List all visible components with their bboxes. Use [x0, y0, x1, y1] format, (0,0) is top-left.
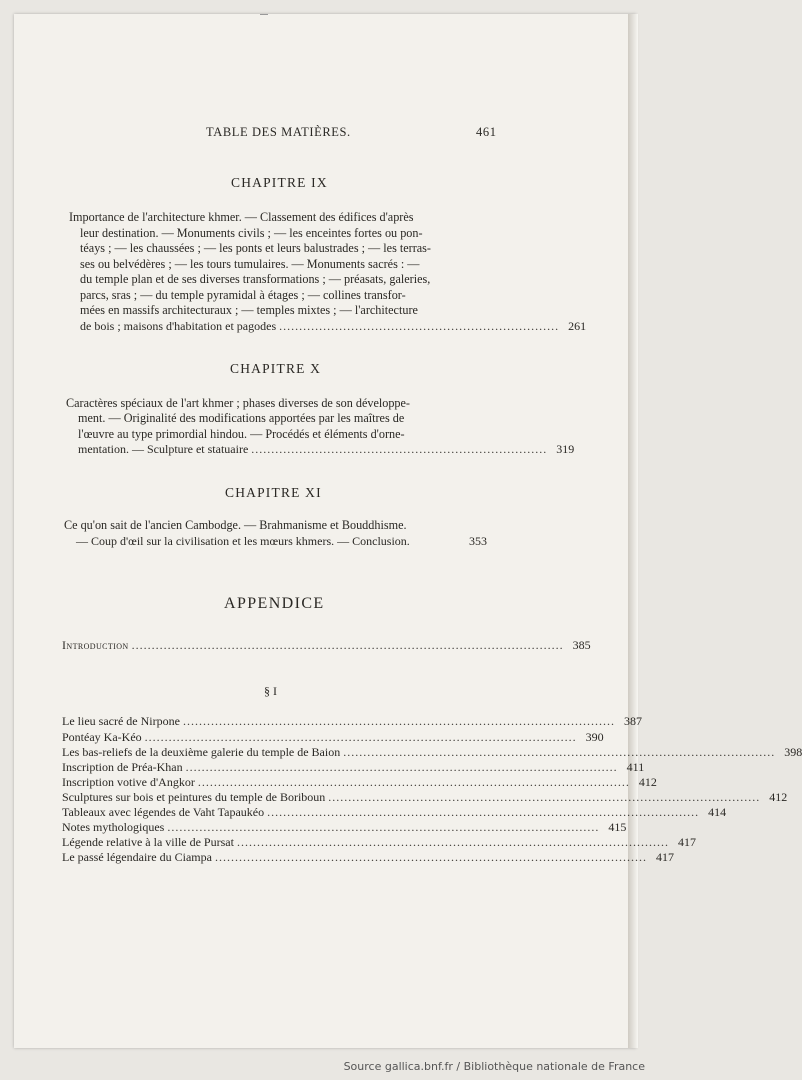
chapter-ix-line: leur destination. — Monuments civils ; — les enceintes fortes ou pon- — [80, 226, 423, 240]
introduction-page: 385 — [572, 638, 591, 652]
chapter-x-line: Caractères spéciaux de l'art khmer ; phases diverses de son développe- — [66, 396, 410, 410]
chapter-ix-final-line: de bois ; maisons d'habitation et pagodes ...................................................................... 261 — [80, 319, 587, 333]
appendix-entry: Tableaux avec légendes de Vaht Tapaukéo ............................................................................................................ 414 — [62, 805, 727, 819]
appendix-entry: Le lieu sacré de Nirpone ............................................................................................................ 387 — [62, 714, 642, 728]
appendix-entry: Le passé légendaire du Ciampa ............................................................................................................ 417 — [62, 850, 674, 864]
appendix-entry: Inscription votive d'Angkor ............................................................................................................ 412 — [62, 775, 657, 789]
chapter-x-title: CHAPITRE X — [230, 361, 322, 376]
appendix-entry: Inscription de Préa-Khan ............................................................................................................ 411 — [62, 760, 645, 774]
chapter-x-final-line: mentation. — Sculpture et statuaire .......................................................................... 319 — [78, 442, 575, 456]
chapter-ix-line: parcs, sras ; — du temple pyramidal à étages ; — collines transfor- — [80, 288, 406, 302]
chapter-ix-line: Importance de l'architecture khmer. — Classement des édifices d'après — [69, 210, 414, 224]
chapter-xi-final-line: — Coup d'œil sur la civilisation et les mœurs khmers. — Conclusion. 353 — [76, 534, 487, 548]
chapter-xi-title: CHAPITRE XI — [225, 485, 322, 500]
chapter-ix-page: 261 — [568, 319, 587, 333]
running-header-page: 461 — [476, 125, 497, 139]
appendix-entry: Les bas-reliefs de la deuxième galerie du temple de Baion ............................................................................................................ 398 — [62, 745, 802, 759]
chapter-x-line: l'œuvre au type primordial hindou. — Procédés et éléments d'orne- — [78, 427, 405, 441]
appendix-entry: Notes mythologiques ............................................................................................................ 415 — [62, 820, 627, 834]
chapter-ix-title: CHAPITRE IX — [231, 175, 328, 190]
chapter-ix-line: du temple plan et de ses diverses transformations ; — préasats, galeries, — [80, 272, 431, 286]
introduction-entry: Introduction ............................................................................................................ 385 — [62, 638, 591, 652]
chapter-ix-line: ses ou belvédères ; — les tours tumulaires. — Monuments sacrés : — — [80, 257, 420, 271]
appendix-title: APPENDICE — [224, 595, 325, 612]
appendix-entry: Légende relative à la ville de Pursat ............................................................................................................ 417 — [62, 835, 696, 849]
running-header-title: TABLE DES MATIÈRES. — [206, 125, 351, 139]
chapter-ix-line: téays ; — les chaussées ; — les ponts et leurs balustrades ; — les terras- — [80, 241, 431, 255]
chapter-x-page: 319 — [556, 442, 575, 456]
chapter-x-line: ment. — Originalité des modifications apportées par les maîtres de — [78, 411, 405, 425]
chapter-ix-line: mées en massifs architecturaux ; — temples mixtes ; — l'architecture — [80, 303, 418, 317]
appendix-entry: Sculptures sur bois et peintures du temple de Boriboun ............................................................................................................ 412 — [62, 790, 788, 804]
source-credit: Source gallica.bnf.fr / Bibliothèque nationale de France — [343, 1060, 645, 1073]
chapter-xi-page: 353 — [469, 534, 487, 548]
appendix-entry: Pontéay Ka-Kéo ............................................................................................................ 390 — [62, 730, 604, 744]
section-heading: § I — [264, 684, 277, 698]
page-mark — [260, 14, 268, 15]
chapter-xi-line: Ce qu'on sait de l'ancien Cambodge. — Brahmanisme et Bouddhisme. — [64, 518, 407, 532]
page-edge-shadow — [628, 14, 638, 1048]
